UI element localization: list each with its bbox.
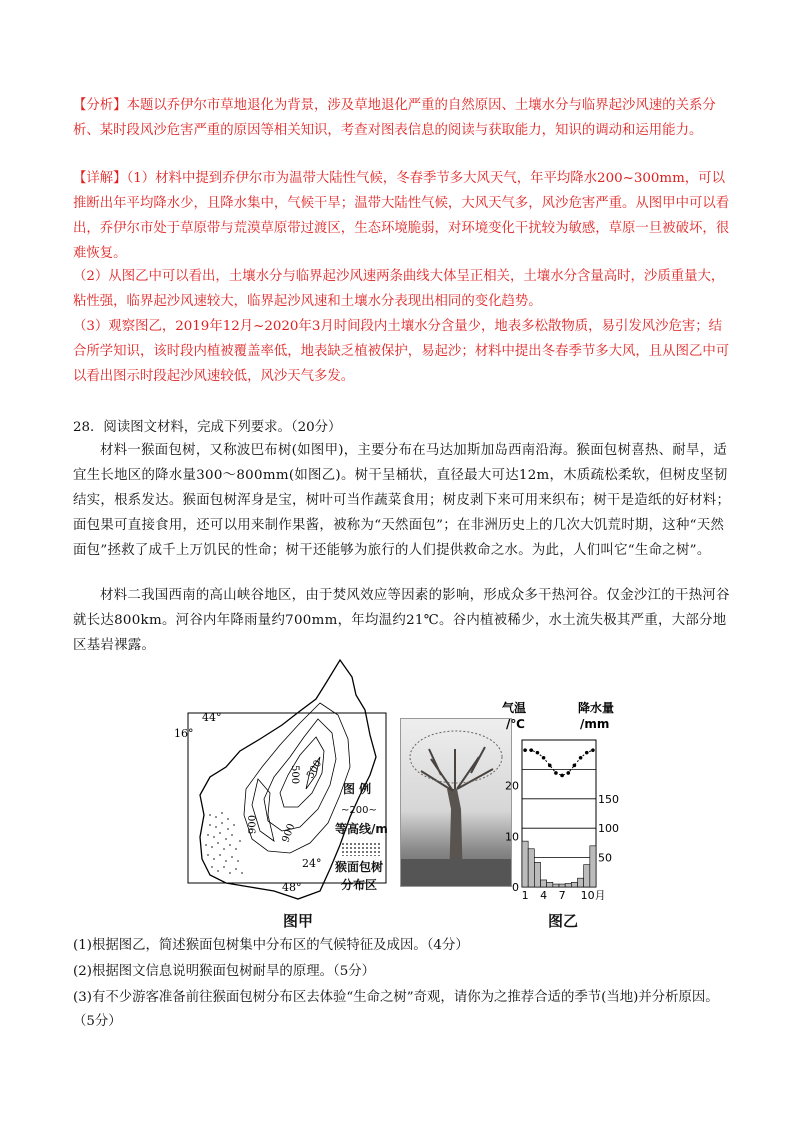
analysis-text: 本题以乔伊尔市草地退化为背景，涉及草地退化严重的自然原因、土壤水分与临界起沙风速的关系分析、某时段风沙危害严重的原因等相关知识，考查对图表信息的阅读与获取能力，知识的调动和运用能力。 [73,98,716,138]
climate-chart [500,700,620,900]
precip-tick-label: 150 [598,792,619,806]
detail-text-1: （1）材料中提到乔伊尔市为温带大陆性气候，冬春季节多大风天气，年平均降水200~300mm，可以推断出年平均降水少，且降水集中，气候干旱；温带大陆性气候，大风天气多，风沙危害严重。从图甲中可以看出，乔伊尔市处于草原带与荒漠草原带过渡区，生态环境脆弱，对环境变化干扰较为敏感，草原一旦被破坏，很难恢复。 [73,171,730,261]
precip-tick-label: 100 [598,822,619,836]
detail-tag: 【详解】 [73,171,127,186]
month-tick-label: 1 [521,889,529,900]
baobab-photo [400,718,512,887]
precip-bar [578,878,584,887]
precip-bar [547,882,553,887]
map-legend [335,780,405,894]
temperature-point [566,771,570,775]
detail-paragraph-1 [73,166,733,266]
month-tick-label: 4 [540,889,548,900]
precip-bar [565,883,571,887]
legend-title: 图 例 [343,782,372,796]
temp-tick-label: 10 [505,830,519,844]
contour-label: 900 [280,822,298,845]
sub-question-3: (3)有不少游客准备前往猴面包树分布区去体验“生命之树”奇观，请你为之推荐合适的季节(当地)并分析原因。（5分） [73,990,719,1029]
precip-bar [559,884,565,887]
temp-axis-unit: /℃ [506,717,525,731]
precip-tick-label: 50 [598,851,612,865]
map-caption: 图甲 [283,912,314,930]
precip-bar [522,841,528,887]
temperature-point [542,756,546,760]
detail-paragraph-3: （3）观察图乙，2019年12月~2020年3月时间段内土壤水分含量少，地表多松散物质，易引发风沙危害；结合所学知识，该时段内植被覆盖率低，地表缺乏植被保护，易起沙；材料中提出冬春季节多大风，且从图乙中可以看出图示时段起沙风速较低，风沙天气多发。 [73,319,730,384]
legend-contour-name: 等高线/m [335,822,388,836]
precip-bar [534,862,540,887]
temperature-point [554,771,558,775]
lat-label-top: 16° [174,727,194,740]
chart-caption: 图乙 [548,912,579,930]
legend-area-name-2: 分布区 [341,878,378,892]
sub-question-2: (2)根据图文信息说明猴面包树耐旱的原理。（5分） [73,964,375,979]
temperature-point [560,774,564,778]
legend-dot-swatch [341,842,381,856]
baobab-area [205,812,243,874]
contour-label: 006 [245,815,256,835]
precip-bar [590,846,596,887]
temperature-point [591,748,595,752]
temperature-line [525,750,593,775]
temperature-point [579,756,583,760]
temperature-point [523,748,527,752]
precip-bar [584,865,590,887]
precip-axis-title: 降水量 [578,701,615,715]
lon-label-bottom: 48° [282,881,302,894]
temperature-point [548,764,552,768]
temperature-point [536,751,540,755]
contour-label: 500 [289,765,300,785]
precip-bar [541,880,547,887]
analysis-tag: 【分析】 [73,98,127,113]
precip-bar [571,882,577,887]
temperature-point [573,764,577,768]
analysis-paragraph [73,93,733,143]
temperature-point [585,751,589,755]
legend-contour-value: ~200~ [341,805,377,816]
material-two: 材料二我国西南的高山峡谷地区，由于焚风效应等因素的影响，形成众多干热河谷。仅金沙江的干热河谷就长达800km。河谷内年降雨量约700mm，年均温约21℃。谷内植被稀少，水土流失极其严重，大部分地区基岩裸露。 [73,588,730,653]
legend-area-name-1: 猴面包树 [335,860,384,874]
precip-axis-unit: /mm [580,717,610,731]
temperature-point [529,748,533,752]
contour-label: 500 [305,758,325,781]
precip-bar [528,849,534,887]
lat-label-bottom: 24° [302,857,322,870]
temp-tick-label: 0 [512,881,519,894]
temp-axis-title: 气温 [502,701,527,715]
temp-tick-label: 20 [505,779,519,793]
baobab-tree-image [401,719,511,886]
material-one: 材料一猴面包树，又称波巴布树(如图甲)，主要分布在马达加斯加岛西南沿海。猴面包树喜热、耐旱，适宜生长地区的降水量300～800mm(如图乙)。树干呈桶状，直径最大可达12m，木质疏松柔软，但树皮坚韧结实，根系发达。猴面包树浑身是宝，树叶可当作蔬菜食用；树皮剥下来可用来织布；树干是造纸的好材料；面包果可直接食用，还可以用来制作果酱，被称为“天然面包”；在非洲历史上的几次大饥荒时期，这种“天然面包”拯救了成千上万饥民的性命；树干还能够为旅行的人们提供救命之水。为此，人们叫它“生命之树”。 [73,443,731,558]
month-tick-label: 7 [558,889,566,900]
question-heading: 28．阅读图文材料，完成下列要求。（20分） [73,420,342,435]
lon-label-top: 44° [202,711,222,724]
precip-bar [553,884,559,887]
month-tick-label: 10月 [580,889,606,900]
detail-paragraph-2: （2）从图乙中可以看出，土壤水分与临界起沙风速两条曲线大体呈正相关，土壤水分含量高时，沙质重量大，粘性强，临界起沙风速较大，临界起沙风速和土壤水分表现出相同的变化趋势。 [73,269,725,309]
sub-question-1: (1)根据图乙，简述猴面包树集中分布区的气候特征及成因。（4分） [73,938,469,953]
